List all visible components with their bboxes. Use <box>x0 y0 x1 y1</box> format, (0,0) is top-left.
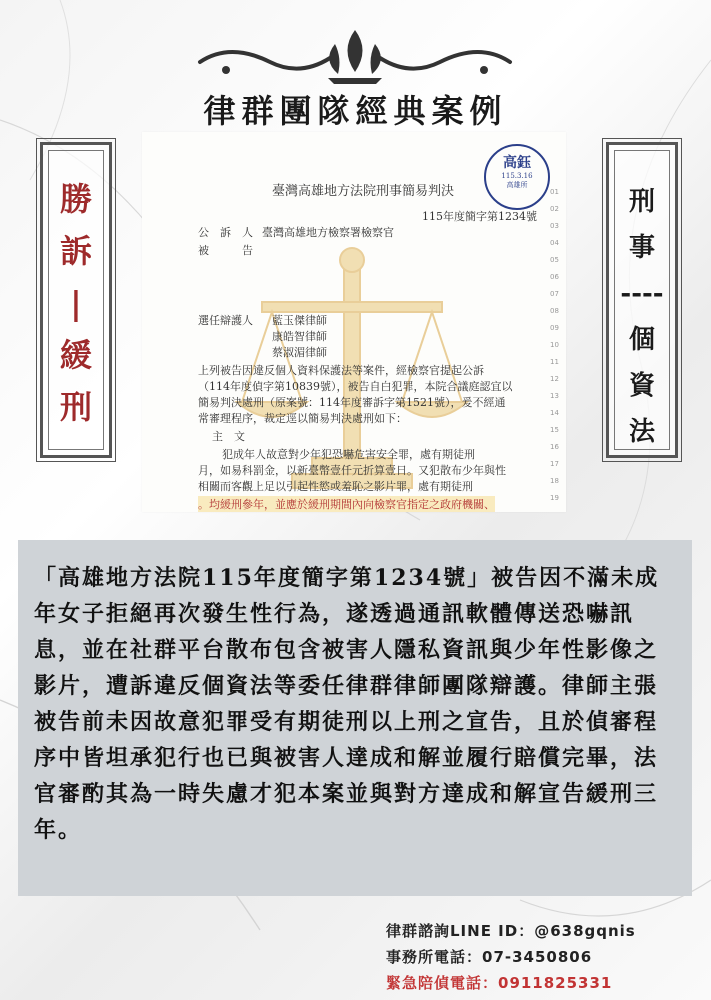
court-title: 臺灣高雄地方法院刑事簡易判決 <box>272 184 455 199</box>
line-number: 02 <box>550 205 559 213</box>
decorative-ornament-icon <box>190 22 520 92</box>
prosecutor-value: 臺灣高雄地方檢察署檢察官 <box>262 226 394 239</box>
line-number: 16 <box>550 443 559 451</box>
seal-date: 115.3.16 <box>501 172 533 180</box>
contact-office-phone: 事務所電話：07-3450806 <box>386 948 593 966</box>
seal-title: 高鈺 <box>503 155 531 171</box>
side-label-char: 訴 <box>59 232 92 270</box>
line-number: 07 <box>550 290 559 298</box>
line-number: 11 <box>550 358 559 366</box>
line-number: 03 <box>550 222 559 230</box>
line-number: 12 <box>550 375 559 383</box>
left-label-text <box>43 173 109 433</box>
contact-emergency-phone: 緊急陪偵電話：0911825331 <box>386 974 613 992</box>
line-number: 05 <box>550 256 559 264</box>
defendant-label: 被 告 <box>198 244 253 257</box>
side-label-char: ---- <box>620 279 664 309</box>
line-number: 17 <box>550 460 559 468</box>
body-line-2: （114年度偵字第10839號），被告自白犯罪，本院合議庭認宜以 <box>198 380 513 393</box>
side-label-char: 資 <box>628 371 655 401</box>
body-line-3: 簡易判決處刑（原案號：114年度審訴字第1521號），爰不經通 <box>198 396 506 409</box>
case-summary-text: 「高雄地方法院115年度簡字第1234號」被告因不滿未成年女子拒絕再次發生性行為，遂透過通訊軟體傳送恐嚇訊息，並在社群平台散布包含被害人隱私資訊與少年性影像之影片，遭訴違反個資法等委任律群律師團隊辯護。律師主張被告前未因故意犯罪受有期徒刑以上刑之宣告，且於偵審程序中皆坦承犯行也已與被害人達成和解並履行賠償完畢，法官審酌其為一時失慮才犯本案並與對方達成和解宣告緩刑三年。 <box>34 565 660 843</box>
page-title: 律群團隊經典案例 <box>203 92 508 130</box>
side-label-char: 刑 <box>628 187 655 217</box>
line-number: 01 <box>550 188 559 196</box>
side-label-char: 事 <box>628 233 655 263</box>
court-seal <box>484 144 550 210</box>
line-number: 08 <box>550 307 559 315</box>
body-line-8: 。均緩刑參年，並應於緩刑期間內向檢察官指定之政府機關、 <box>198 498 495 511</box>
line-number: 15 <box>550 426 559 434</box>
side-label-char: 勝 <box>59 180 92 218</box>
case-summary-box <box>18 540 692 896</box>
line-number: 13 <box>550 392 559 400</box>
body-line-7: 相關而客觀上足以引起性慾或羞恥之影片罪，處有期徒刑 <box>198 480 473 493</box>
line-number: 04 <box>550 239 559 247</box>
line-number: 19 <box>550 494 559 502</box>
contact-line-id: 律群諮詢LINE ID：@638gqnis <box>386 922 636 940</box>
left-label-frame <box>40 142 112 458</box>
line-number: 14 <box>550 409 559 417</box>
counsel-name-1: 藍玉傑律師 <box>272 314 327 327</box>
side-label-char: 刑 <box>59 388 92 426</box>
body-line-1: 上列被告因違反個人資料保護法等案件，經檢察官提起公訴 <box>198 364 484 377</box>
side-label-char: 法 <box>628 417 655 447</box>
line-number: 18 <box>550 477 559 485</box>
side-label-char: 個 <box>628 325 655 355</box>
counsel-name-3: 蔡淑湄律師 <box>272 346 327 359</box>
right-label-frame <box>606 142 678 458</box>
case-number: 115年度簡字第1234號 <box>422 210 537 223</box>
counsel-name-2: 康皓智律師 <box>272 330 327 343</box>
body-line-5: 犯成年人故意對少年犯恐嚇危害安全罪，處有期徒刑 <box>222 448 475 461</box>
line-number: 10 <box>550 341 559 349</box>
counsel-label: 選任辯護人 <box>198 314 253 327</box>
right-label-text <box>609 179 675 455</box>
line-number: 06 <box>550 273 559 281</box>
main-heading: 主 文 <box>212 430 245 443</box>
prosecutor-label: 公 訴 人 <box>198 226 253 239</box>
seal-office: 高雄所 <box>506 181 528 189</box>
body-line-4: 常審理程序，裁定逕以簡易判決處刑如下： <box>198 412 407 425</box>
judgment-document <box>142 132 566 512</box>
body-line-6: 月，如易科罰金，以新臺幣壹仟元折算壹日。又犯散布少年與性 <box>198 464 506 477</box>
side-label-char: 緩 <box>59 336 92 374</box>
line-number: 09 <box>550 324 559 332</box>
side-label-char: | <box>70 284 82 322</box>
